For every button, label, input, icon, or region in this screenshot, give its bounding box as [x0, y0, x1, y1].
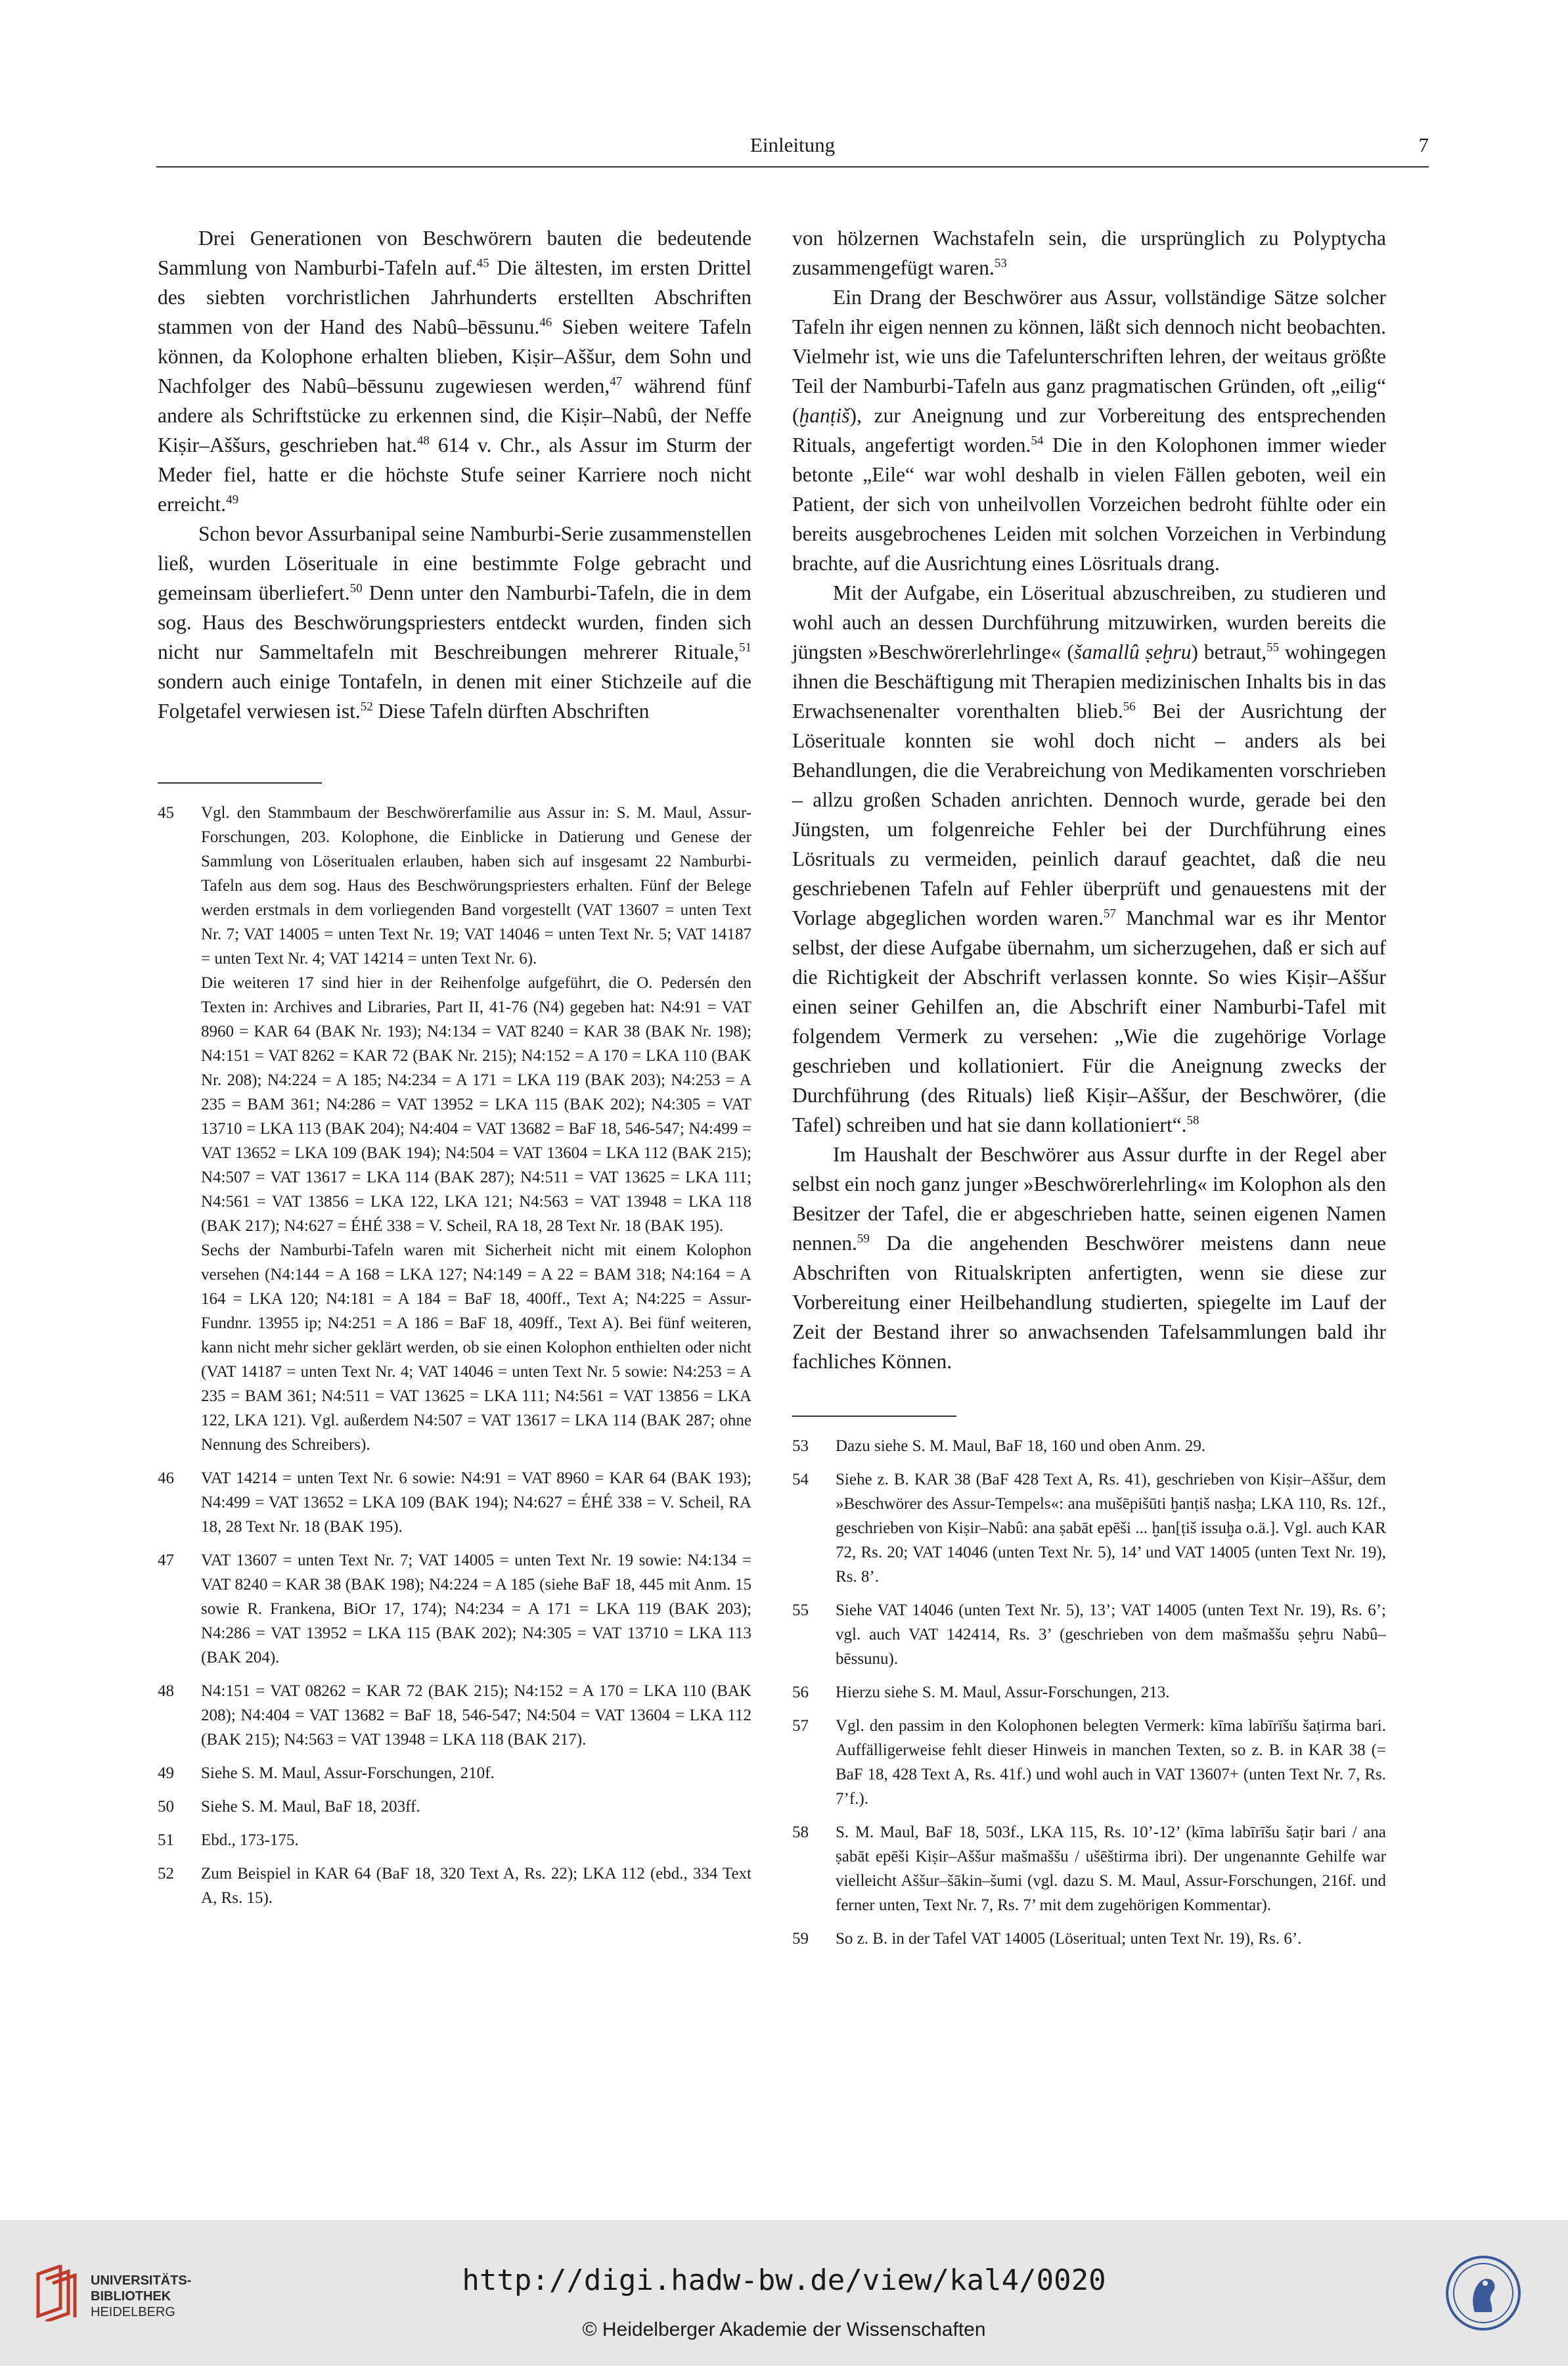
- paragraph: Schon bevor Assurbanipal seine Namburbi-Serie zusammenstellen ließ, wurden Löserituale in eine bestimmte Folge gebracht und gemeinsam überliefert.$^{50}$ Denn unter den Namburbi-Tafeln, die in dem sog. Haus des Beschwörungspriesters entdeckt wurden, finden sich nicht nur Sammeltafeln mit Beschreibungen mehrerer Rituale,$^{51}$ sondern auch einige Tontafeln, in denen mit einer Stichzeile auf die Folgetafel verwiesen ist.$^{52}$ Diese Tafeln dürften Abschriften: [158, 522, 751, 723]
- footnote-ref[interactable]: 55: [1266, 640, 1280, 655]
- footnote-number: 46: [158, 1469, 174, 1487]
- footnote: [158, 801, 751, 1457]
- footnote: [158, 1466, 751, 1539]
- footnote-ref[interactable]: 58: [1186, 1113, 1199, 1128]
- footnote-ref[interactable]: 51: [739, 640, 751, 655]
- page-number: 7: [1418, 133, 1429, 156]
- footnote-ref[interactable]: 46: [539, 315, 552, 330]
- left-column: [158, 223, 751, 1919]
- footnote-number: 50: [158, 1798, 174, 1816]
- footnote-number: 48: [158, 1682, 174, 1700]
- footnote-text: VAT 13607 = unten Text Nr. 7; VAT 14005 = unten Text Nr. 19 sowie: N4:134 = VAT 8240 = KAR 38 (BAK 198); N4:224 = A 185 (siehe BaF 18, 445 mit Anm. 15 sowie R. Frankena, BiOr 17, 174); N4:234 = A 171 = LKA 119 (BAK 203); N4:286 = VAT 13952 = LKA 115 (BAK 202); N4:305 = VAT 13710 = LKA 113 (BAK 204).: [201, 1551, 751, 1666]
- paragraph: von hölzernen Wachstafeln sein, die ursprünglich zu Polyptycha zusammengefügt waren.$^{53}$: [792, 227, 1386, 279]
- footnote: [158, 1548, 751, 1670]
- footnote-text: S. M. Maul, BaF 18, 503f., LKA 115, Rs. 10’-12’ (kīma labīrīšu šaṭir bari / ana ṣabāt epēši Kiṣir–Aššur mašmaššu / ušēštirma ibri). Der ungenannte Gehilfe war vielleicht Aššur–šākin–šumi (vgl. dazu S. M. Maul, Assur-Forschungen, 216f. und ferner unten, Text Nr. 7, Rs. 7’ mit dem zugehörigen Kommentar).: [836, 1823, 1386, 1914]
- footnote-text: Zum Beispiel in KAR 64 (BaF 18, 320 Text A, Rs. 22); LKA 112 (ebd., 334 Text A, Rs. 15).: [201, 1865, 751, 1907]
- footnote-number: 51: [158, 1831, 174, 1849]
- footnote: [792, 1598, 1386, 1671]
- right-body-text: [792, 223, 1386, 1376]
- footnote-text: Ebd., 173-175.: [201, 1831, 299, 1849]
- paragraph: Ein Drang der Beschwörer aus Assur, vollständige Sätze solcher Tafeln ihr eigen nennen zu können, läßt sich dennoch nicht beobachten. Vielmehr ist, wie uns die Tafelunterschriften lehren, der weitaus größte Teil der Namburbi-Tafeln aus ganz pragmatischen Gründen, oft „eilig“ (ḫanṭiš), zur Aneignung und zur Vorbereitung des entsprechenden Rituals, angefertigt worden.$^{54}$ Die in den Kolophonen immer wieder betonte „Eile“ war wohl deshalb in vielen Fällen geboten, weil ein Patient, der sich von unheilvollen Vorzeichen bedroht fühlte oder ein bereits ausgebrochenes Leiden mit solchen Vorzeichen in Verbindung brachte, auf die Ausrichtung eines Lösrituals drang.: [792, 286, 1387, 575]
- footnote-number: 59: [792, 1930, 809, 1948]
- footnote-number: 52: [158, 1865, 174, 1883]
- academy-seal-icon: [1445, 2254, 1522, 2332]
- viewer-footer: [0, 2220, 1568, 2366]
- footnote-text: Dazu siehe S. M. Maul, BaF 18, 160 und oben Anm. 29.: [836, 1437, 1206, 1455]
- footnote-ref[interactable]: 50: [349, 581, 363, 596]
- footnote: [792, 1927, 1386, 1951]
- footnote-number: 58: [792, 1823, 809, 1841]
- footnote-text: N4:151 = VAT 08262 = KAR 72 (BAK 215); N4:152 = A 170 = LKA 110 (BAK 208); N4:404 = VAT 13682 = BaF 18, 546-547; N4:504 = VAT 13604 = LKA 112 (BAK 215); N4:563 = VAT 13948 = LKA 118 (BAK 217).: [201, 1682, 751, 1749]
- permalink-url[interactable]: http://digi.hadw-bw.de/view/kal4/0020: [462, 2264, 1106, 2297]
- footnote-number: 53: [792, 1437, 809, 1455]
- library-name[interactable]: UNIVERSITÄTS- BIBLIOTHEK HEIDELBERG: [91, 2273, 192, 2319]
- footnote: [792, 1820, 1386, 1917]
- footnote-text: Vgl. den passim in den Kolophonen belegten Vermerk: kīma labīrīšu šaṭirma bari. Auffälligerweise fehlt dieser Hinweis in manchen Texten, so z. B. in KAR 38 (= BaF 18, 428 Text A, Rs. 41f.) und wohl auch in VAT 13607+ (unten Text Nr. 7, Rs. 7’f.).: [836, 1717, 1386, 1808]
- footnote-ref[interactable]: 52: [360, 700, 373, 714]
- footnote-number: 56: [792, 1684, 809, 1701]
- footnote: [792, 1434, 1386, 1458]
- footnote: [158, 1795, 751, 1819]
- right-column: [792, 223, 1386, 1960]
- paragraph: Drei Generationen von Beschwörern bauten die bedeutende Sammlung von Namburbi-Tafeln auf.$^{45}$ Die ältesten, im ersten Drittel des siebten vorchristlichen Jahrhunderts erstellten Abschriften stammen von der Hand des Nabû–bēssunu.$^{46}$ Sieben weitere Tafeln können, da Kolophone erhalten blieben, Kiṣir–Aššur, dem Sohn und Nachfolger des Nabû–bēssunu zugewiesen werden,$^{47}$ während fünf andere als Schriftstücke zu erkennen sind, die Kiṣir–Nabû, der Neffe Kiṣir–Aššurs, geschrieben hat.$^{48}$ 614 v. Chr., als Assur im Sturm der Meder fiel, hatte er die höchste Stufe seiner Karriere noch nicht erreicht.$^{49}$: [158, 227, 751, 516]
- footnote: [158, 1862, 751, 1910]
- footnote-rule: [158, 782, 322, 784]
- footnote-text: So z. B. in der Tafel VAT 14005 (Löseritual; unten Text Nr. 19), Rs. 6’.: [836, 1930, 1302, 1948]
- footnote-text: Siehe z. B. KAR 38 (BaF 428 Text A, Rs. 41), geschrieben von Kiṣir–Aššur, dem »Beschwörer des Assur-Tempels«: ana mušēpišūti ḫanṭiš nasḫa; LKA 110, Rs. 12f., geschrieben von Kiṣir–Nabû: ana ṣabāt epēši ... ḫan[ṭiš issuḫa o.ä.]. Vgl. auch KAR 72, Rs. 20; VAT 14046 (unten Text Nr. 5), 14’ und VAT 14005 (unten Text Nr. 19), Rs. 8’.: [836, 1471, 1386, 1586]
- footnote-ref[interactable]: 45: [476, 256, 489, 271]
- footnote-text: Vgl. den Stammbaum der Beschwörerfamilie aus Assur in: S. M. Maul, Assur-Forschungen, 203. Kolophone, die Einblicke in Datierung und Genese der Sammlung von Löseritualen erlauben, haben sich auf insgesamt 22 Namburbi-Tafeln aus dem sog. Haus des Beschwörungspriesters erhalten. Fünf der Belege werden erstmals in dem vorliegenden Band vorgestellt (VAT 13607 = unten Text Nr. 7; VAT 14005 = unten Text Nr. 19; VAT 14046 = unten Text Nr. 5; VAT 14187 = unten Text Nr. 4; VAT 14214 = unten Text Nr. 6).: [201, 804, 751, 968]
- footnote: [158, 1761, 751, 1785]
- footnote: [158, 1828, 751, 1852]
- footnote-ref[interactable]: 54: [1031, 434, 1044, 448]
- footnote: [792, 1680, 1386, 1705]
- paragraph: Mit der Aufgabe, ein Löseritual abzuschreiben, zu studieren und wohl auch an dessen Durchführung mitzuwirken, wurden bereits die jüngsten »Beschwörerlehrlinge« (šamallû ṣeḫru) betraut,$^{55}$ wohingegen ihnen die Beschäftigung mit Therapien medizinischen Inhalts bis in das Erwachsenenalter vorenthalten blieb.$^{56}$ Bei der Ausrichtung der Löserituale konnten sie wohl doch nicht – anders als bei Behandlungen, die die Verabreichung von Medikamenten vorschrieben – allzu großen Schaden anrichten. Dennoch wurde, gerade bei den Jüngsten, um folgenreiche Fehler bei der Durchführung eines Lösrituals zu vermeiden, peinlich darauf geachtet, daß die neu geschriebenen Tafeln auf Fehler überprüft und genauestens mit der Vorlage abgeglichen worden waren.$^{57}$ Manchmal war es ihr Mentor selbst, der diese Aufgabe übernahm, um sicherzugehen, daß er sich auf die Richtigkeit der Abschrift verlassen konnte. So wies Kiṣir–Aššur einen seiner Gehilfen an, die Abschrift einer Namburbi-Tafel mit folgendem Vermerk zu versehen: „Wie die zugehörige Vorlage geschrieben und kollationiert. Für die Aneignung zwecks der Durchführung (des Rituals) ließ Kiṣir–Aššur, der Beschwörer, (die Tafel) schreiben und hat sie dann kollationiert“.$^{58}$: [792, 581, 1386, 1136]
- footnote-ref[interactable]: 49: [226, 493, 239, 507]
- left-footnotes: [158, 801, 751, 1910]
- footnote-number: 45: [158, 804, 174, 822]
- running-head: [156, 133, 1429, 167]
- right-footnotes: [792, 1434, 1386, 1951]
- footnote-number: 57: [792, 1717, 809, 1735]
- left-body-text: [158, 223, 751, 726]
- footnote-text: VAT 14214 = unten Text Nr. 6 sowie: N4:91 = VAT 8960 = KAR 64 (BAK 193); N4:499 = VAT 13652 = LKA 109 (BAK 194); N4:627 = ÉHÉ 338 = V. Scheil, RA 18, 28 Text Nr. 18 (BAK 195).: [201, 1469, 751, 1536]
- footnote-ref[interactable]: 48: [416, 434, 430, 448]
- paragraph: Im Haushalt der Beschwörer aus Assur durfte in der Regel aber selbst ein noch ganz junger »Beschwörerlehrling« im Kolophon als den Besitzer der Tafel, die er abgeschrieben hatte, seinen eigenen Namen nennen.$^{59}$ Da die angehenden Beschwörer meistens dann neue Abschriften von Ritualskripten anfertigten, wenn sie diese zur Vorbereitung einer Heilbehandlung studierten, spiegelte im Lauf der Zeit der Bestand ihrer so anwachsenden Tafelsammlungen bald ihr fachliches Können.: [792, 1143, 1386, 1373]
- footnote-text: Siehe VAT 14046 (unten Text Nr. 5), 13’; VAT 14005 (unten Text Nr. 19), Rs. 6’; vgl. auch VAT 142414, Rs. 3’ (geschrieben von dem mašmaššu ṣeḫru Nabû–bēssunu).: [836, 1601, 1386, 1668]
- footnote-ref[interactable]: 47: [610, 374, 623, 389]
- footnote-number: 49: [158, 1764, 174, 1782]
- footnote: [792, 1467, 1386, 1589]
- footnote-number: 55: [792, 1601, 809, 1619]
- footnote-continuation: Sechs der Namburbi-Tafeln waren mit Sicherheit nicht mit einem Kolophon versehen (N4:144 = A 168 = LKA 127; N4:149 = A 22 = BAM 318; N4:164 = A 164 = LKA 120; N4:181 = A 184 = BaF 18, 400ff., Text A; N4:225 = Assur-Fundnr. 13955 ip; N4:251 = A 186 = BaF 18, 409ff., Text A). Bei fünf weiteren, kann nicht mehr sicher geklärt werden, ob sie einen Kolophon enthielten oder nicht (VAT 14187 = unten Text Nr. 4; VAT 14046 = unten Text Nr. 5 sowie: N4:253 = A 235 = BAM 361; N4:511 = VAT 13625 = LKA 111; N4:561 = VAT 13856 = LKA 122, LKA 121). Vgl. außerdem N4:507 = VAT 13617 = LKA 114 (BAK 287; ohne Nennung des Schreibers).: [201, 1241, 751, 1454]
- footnote: [792, 1714, 1386, 1811]
- footnote-ref[interactable]: 57: [1103, 906, 1116, 921]
- footnote-number: 47: [158, 1551, 174, 1569]
- footnote-continuation: Die weiteren 17 sind hier in der Reihenfolge aufgeführt, die O. Pedersén den Texten in: Archives and Libraries, Part II, 41-76 (N4) gegeben hat: N4:91 = VAT 8960 = KAR 64 (BAK Nr. 193); N4:134 = VAT 8240 = KAR 38 (BAK Nr. 198); N4:151 = VAT 8262 = KAR 72 (BAK Nr. 215); N4:152 = A 170 = LKA 110 (BAK Nr. 208); N4:224 = A 185; N4:234 = A 171 = LKA 119 (BAK 203); N4:253 = A 235 = BAM 361; N4:286 = VAT 13952 = LKA 115 (BAK 202); N4:305 = VAT 13710 = LKA 113 (BAK 204); N4:404 = VAT 13682 = BaF 18, 546-547; N4:499 = VAT 13652 = LKA 109 (BAK 194); N4:504 = VAT 13604 = LKA 112 (BAK 215); N4:507 = VAT 13617 = LKA 114 (BAK 287); N4:511 = VAT 13625 = LKA 111; N4:561 = VAT 13856 = LKA 122, LKA 121; N4:563 = VAT 13948 = LKA 118 (BAK 217); N4:627 = ÉHÉ 338 = V. Scheil, RA 18, 28 Text Nr. 18 (BAK 195).: [201, 974, 751, 1235]
- copyright-notice: © Heidelberger Akademie der Wissenschaften: [582, 2319, 986, 2340]
- footnote: [158, 1679, 751, 1752]
- footnote-ref[interactable]: 53: [994, 256, 1007, 271]
- footnote-ref[interactable]: 56: [1123, 700, 1136, 714]
- footnote-text: Siehe S. M. Maul, Assur-Forschungen, 210f.: [201, 1764, 495, 1782]
- footnote-text: Hierzu siehe S. M. Maul, Assur-Forschungen, 213.: [836, 1684, 1170, 1701]
- footnote-text: Siehe S. M. Maul, BaF 18, 203ff.: [201, 1798, 420, 1816]
- footnote-rule: [792, 1416, 956, 1417]
- running-title: Einleitung: [750, 133, 836, 156]
- footnote-ref[interactable]: 59: [857, 1232, 870, 1246]
- footnote-number: 54: [792, 1471, 809, 1488]
